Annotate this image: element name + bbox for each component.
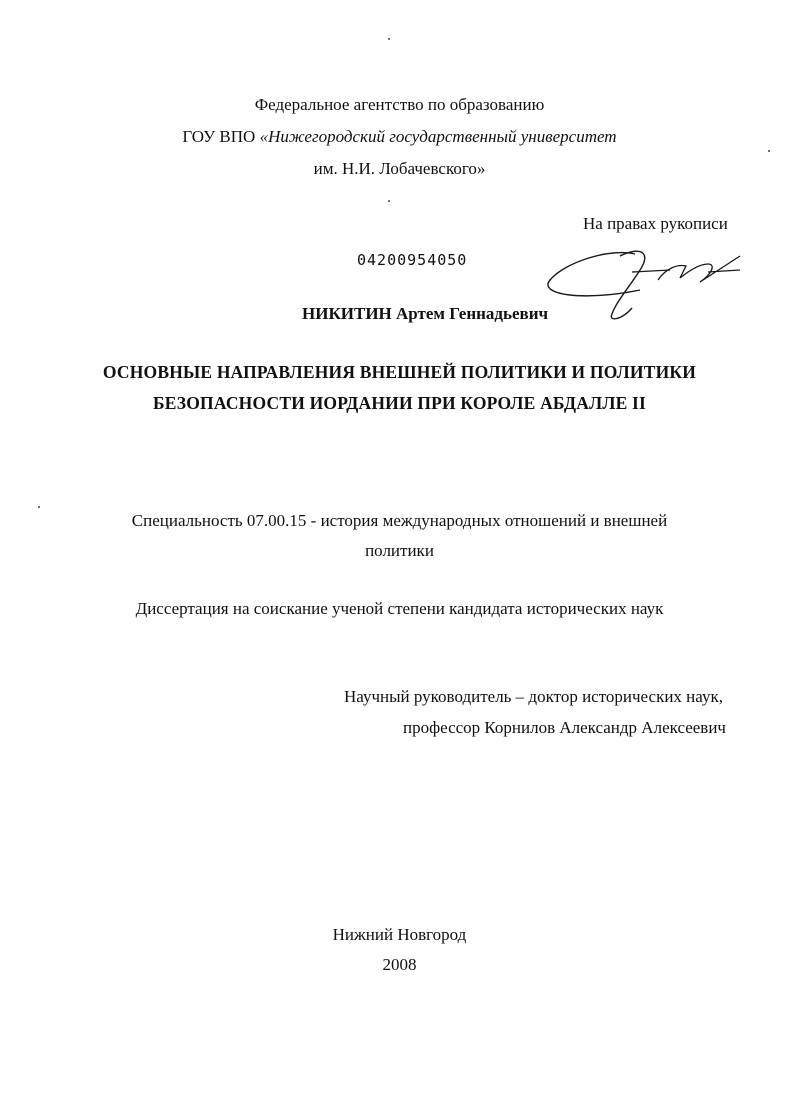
year: 2008	[382, 955, 417, 974]
university-line-1	[0, 127, 799, 147]
university-line-2: им. Н.И. Лобачевского»	[313, 159, 486, 178]
university-name: «Нижегородский государственный университет	[259, 127, 617, 146]
handwritten-signature	[540, 242, 745, 322]
city: Нижний Новгород	[332, 925, 467, 944]
scan-speck	[38, 506, 40, 508]
author-name	[302, 304, 548, 324]
specialty-line-2: политики	[365, 541, 434, 560]
agency-name: Федеральное агентство по образованию	[254, 95, 545, 114]
author-surname: НИКИТИН	[302, 304, 392, 323]
manuscript-note: На правах рукописи	[583, 214, 728, 233]
scan-speck	[388, 200, 390, 202]
author-given-names: Артем Геннадьевич	[396, 304, 549, 323]
scan-speck	[768, 150, 770, 152]
supervisor-line-1: Научный руководитель – доктор исторических наук,	[344, 687, 723, 706]
dissertation-title-line-1: ОСНОВНЫЕ НАПРАВЛЕНИЯ ВНЕШНЕЙ ПОЛИТИКИ И ПОЛИТИКИ	[102, 362, 697, 382]
specialty-line-1: Специальность 07.00.15 - история международных отношений и внешней	[131, 511, 668, 530]
dissertation-title-line-2: БЕЗОПАСНОСТИ ИОРДАНИИ ПРИ КОРОЛЕ АБДАЛЛЕ II	[152, 393, 647, 413]
supervisor-line-2: профессор Корнилов Александр Алексеевич	[403, 718, 726, 737]
degree-statement: Диссертация на соискание ученой степени кандидата исторических наук	[135, 599, 664, 618]
catalog-number: 04200954050	[357, 251, 468, 269]
scan-speck	[388, 38, 390, 40]
university-prefix: ГОУ ВПО	[182, 127, 260, 146]
